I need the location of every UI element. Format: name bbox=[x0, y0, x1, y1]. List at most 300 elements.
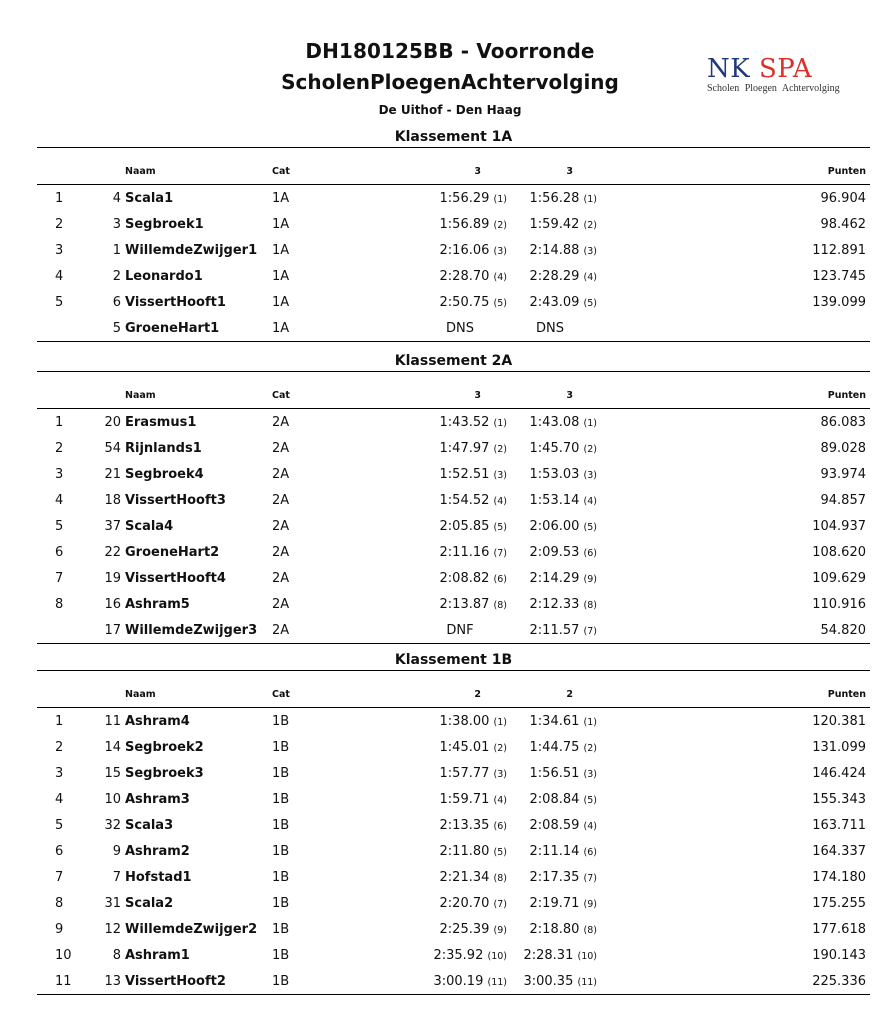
category-cell: 2A bbox=[272, 545, 290, 560]
start-number-cell: 9 bbox=[112, 844, 121, 859]
round-position: (8) bbox=[583, 925, 597, 936]
time-value: 1:56.29 bbox=[439, 191, 490, 206]
points-cell: 94.857 bbox=[820, 493, 866, 508]
rank-cell: 7 bbox=[55, 571, 64, 586]
table-row bbox=[37, 289, 870, 315]
column-header-cat: Cat bbox=[272, 689, 290, 700]
round-position: (3) bbox=[493, 470, 507, 481]
team-name-cell: Ashram1 bbox=[125, 948, 190, 963]
team-name-cell: VissertHooft3 bbox=[125, 493, 226, 508]
team-name-cell: Segbroek3 bbox=[125, 766, 204, 781]
table-row bbox=[37, 185, 870, 211]
team-name-cell: GroeneHart1 bbox=[125, 321, 220, 336]
team-name-cell: WillemdeZwijger3 bbox=[125, 623, 258, 638]
points-cell: 146.424 bbox=[812, 766, 866, 781]
points-cell: 89.028 bbox=[820, 441, 866, 456]
team-name-cell: Leonardo1 bbox=[125, 269, 203, 284]
rank-cell: 8 bbox=[55, 896, 64, 911]
time-value: 2:20.70 bbox=[439, 896, 490, 911]
time-value: DNS bbox=[536, 321, 564, 336]
column-header-punten: Punten bbox=[827, 689, 866, 700]
points-cell: 112.891 bbox=[812, 243, 866, 258]
time-value: 2:16.06 bbox=[439, 243, 490, 258]
rank-cell: 4 bbox=[55, 792, 64, 807]
time-value: 2:18.80 bbox=[529, 922, 580, 937]
results-section bbox=[37, 127, 870, 342]
round2-time-cell bbox=[477, 844, 597, 859]
round-position: (4) bbox=[583, 272, 597, 283]
category-cell: 2A bbox=[272, 415, 290, 430]
start-number-cell: 7 bbox=[112, 870, 121, 885]
time-value: 2:08.59 bbox=[529, 818, 580, 833]
rank-cell: 10 bbox=[55, 948, 72, 963]
time-value: 2:09.53 bbox=[529, 545, 580, 560]
start-number-cell: 13 bbox=[104, 974, 121, 989]
time-value: 2:11.57 bbox=[529, 623, 580, 638]
time-value: 1:43.08 bbox=[529, 415, 580, 430]
table-row bbox=[37, 513, 870, 539]
round-position: (3) bbox=[583, 769, 597, 780]
rank-cell: 6 bbox=[55, 844, 64, 859]
round1-time-cell bbox=[413, 321, 507, 336]
start-number-cell: 20 bbox=[104, 415, 121, 430]
rank-cell: 4 bbox=[55, 269, 64, 284]
category-cell: 1B bbox=[272, 948, 290, 963]
table-row bbox=[37, 760, 870, 786]
time-value: 1:34.61 bbox=[529, 714, 580, 729]
round2-time-cell bbox=[477, 269, 597, 284]
start-number-cell: 2 bbox=[112, 269, 121, 284]
start-number-cell: 31 bbox=[104, 896, 121, 911]
points-cell: 175.255 bbox=[812, 896, 866, 911]
start-number-cell: 18 bbox=[104, 493, 121, 508]
category-cell: 1A bbox=[272, 321, 290, 336]
round-position: (3) bbox=[583, 246, 597, 257]
time-value: 2:06.00 bbox=[529, 519, 580, 534]
round-position: (8) bbox=[493, 873, 507, 884]
start-number-cell: 4 bbox=[112, 191, 121, 206]
time-value: 2:50.75 bbox=[439, 295, 490, 310]
round2-time-cell bbox=[477, 441, 597, 456]
start-number-cell: 21 bbox=[104, 467, 121, 482]
category-cell: 1B bbox=[272, 740, 290, 755]
category-cell: 1B bbox=[272, 844, 290, 859]
points-cell: 86.083 bbox=[820, 415, 866, 430]
team-name-cell: Ashram5 bbox=[125, 597, 190, 612]
column-header-naam: Naam bbox=[125, 689, 156, 700]
time-value: 2:28.70 bbox=[439, 269, 490, 284]
rank-cell: 1 bbox=[55, 714, 64, 729]
table-row bbox=[37, 916, 870, 942]
table-row bbox=[37, 890, 870, 916]
column-header-row bbox=[37, 671, 870, 707]
points-cell: 225.336 bbox=[812, 974, 866, 989]
time-value: 2:14.29 bbox=[529, 571, 580, 586]
time-value: 1:56.28 bbox=[529, 191, 580, 206]
column-header-naam: Naam bbox=[125, 166, 156, 177]
round2-time-cell bbox=[477, 571, 597, 586]
round2-time-cell bbox=[477, 493, 597, 508]
round-position: (3) bbox=[583, 470, 597, 481]
start-number-cell: 32 bbox=[104, 818, 121, 833]
time-value: 2:28.31 bbox=[523, 948, 574, 963]
start-number-cell: 11 bbox=[104, 714, 121, 729]
page-subtitle: ScholenPloegenAchtervolging bbox=[281, 70, 619, 94]
time-value: 1:56.89 bbox=[439, 217, 490, 232]
rank-cell: 3 bbox=[55, 243, 64, 258]
round-position: (4) bbox=[583, 496, 597, 507]
table-row bbox=[37, 409, 870, 435]
team-name-cell: Ashram4 bbox=[125, 714, 190, 729]
table-row bbox=[37, 864, 870, 890]
section-end-divider bbox=[37, 994, 870, 995]
round-position: (4) bbox=[493, 496, 507, 507]
round2-time-cell bbox=[477, 974, 597, 989]
start-number-cell: 16 bbox=[104, 597, 121, 612]
start-number-cell: 14 bbox=[104, 740, 121, 755]
page-header bbox=[0, 0, 882, 130]
rank-cell: 8 bbox=[55, 597, 64, 612]
round2-time-cell bbox=[500, 321, 600, 336]
round2-time-cell bbox=[477, 948, 597, 963]
category-cell: 2A bbox=[272, 441, 290, 456]
rank-cell: 2 bbox=[55, 740, 64, 755]
round-position: (2) bbox=[493, 220, 507, 231]
table-row bbox=[37, 435, 870, 461]
round-position: (4) bbox=[493, 795, 507, 806]
round2-time-cell bbox=[477, 740, 597, 755]
rank-cell: 11 bbox=[55, 974, 72, 989]
start-number-cell: 5 bbox=[112, 321, 121, 336]
round-position: (5) bbox=[493, 522, 507, 533]
start-number-cell: 22 bbox=[104, 545, 121, 560]
time-value: 1:54.52 bbox=[439, 493, 490, 508]
column-header-round1: 3 bbox=[474, 166, 481, 177]
round-position: (7) bbox=[583, 873, 597, 884]
points-cell: 163.711 bbox=[812, 818, 866, 833]
rank-cell: 9 bbox=[55, 922, 64, 937]
section-end-divider bbox=[37, 643, 870, 644]
table-row bbox=[37, 565, 870, 591]
start-number-cell: 6 bbox=[112, 295, 121, 310]
start-number-cell: 17 bbox=[104, 623, 121, 638]
team-name-cell: Ashram3 bbox=[125, 792, 190, 807]
round-position: (5) bbox=[583, 522, 597, 533]
team-name-cell: VissertHooft2 bbox=[125, 974, 226, 989]
time-value: 2:35.92 bbox=[433, 948, 484, 963]
round-position: (3) bbox=[493, 769, 507, 780]
logo-nk-text: NK bbox=[707, 54, 751, 84]
section-end-divider bbox=[37, 341, 870, 342]
column-header-round2: 3 bbox=[566, 166, 573, 177]
category-cell: 1B bbox=[272, 870, 290, 885]
table-row bbox=[37, 487, 870, 513]
round2-time-cell bbox=[477, 623, 597, 638]
round-position: (10) bbox=[487, 951, 507, 962]
column-header-row bbox=[37, 372, 870, 408]
time-value: 1:59.71 bbox=[439, 792, 490, 807]
round2-time-cell bbox=[477, 217, 597, 232]
points-cell: 98.462 bbox=[820, 217, 866, 232]
column-header-naam: Naam bbox=[125, 390, 156, 401]
time-value: 2:17.35 bbox=[529, 870, 580, 885]
time-value: 2:43.09 bbox=[529, 295, 580, 310]
round-position: (1) bbox=[493, 194, 507, 205]
time-value: 1:43.52 bbox=[439, 415, 490, 430]
rank-cell: 2 bbox=[55, 217, 64, 232]
round-position: (5) bbox=[583, 795, 597, 806]
round-position: (4) bbox=[583, 821, 597, 832]
time-value: 2:08.82 bbox=[439, 571, 490, 586]
round-position: (5) bbox=[493, 847, 507, 858]
time-value: 1:57.77 bbox=[439, 766, 490, 781]
round-position: (2) bbox=[583, 743, 597, 754]
round-position: (3) bbox=[493, 246, 507, 257]
points-cell: 110.916 bbox=[812, 597, 866, 612]
points-cell: 164.337 bbox=[812, 844, 866, 859]
round2-time-cell bbox=[477, 243, 597, 258]
start-number-cell: 37 bbox=[104, 519, 121, 534]
round2-time-cell bbox=[477, 714, 597, 729]
points-cell: 174.180 bbox=[812, 870, 866, 885]
category-cell: 2A bbox=[272, 597, 290, 612]
points-cell: 109.629 bbox=[812, 571, 866, 586]
rank-cell: 7 bbox=[55, 870, 64, 885]
logo-subtitle: Scholen Ploegen Achtervolging bbox=[707, 83, 840, 94]
team-name-cell: Rijnlands1 bbox=[125, 441, 202, 456]
round2-time-cell bbox=[477, 896, 597, 911]
time-value: 1:53.14 bbox=[529, 493, 580, 508]
time-value: 2:13.35 bbox=[439, 818, 490, 833]
time-value: 2:21.34 bbox=[439, 870, 490, 885]
round-position: (4) bbox=[493, 272, 507, 283]
category-cell: 2A bbox=[272, 467, 290, 482]
rank-cell: 3 bbox=[55, 766, 64, 781]
round-position: (7) bbox=[493, 899, 507, 910]
time-value: 2:11.16 bbox=[439, 545, 490, 560]
category-cell: 2A bbox=[272, 623, 290, 638]
start-number-cell: 15 bbox=[104, 766, 121, 781]
team-name-cell: Scala3 bbox=[125, 818, 174, 833]
points-cell: 54.820 bbox=[820, 623, 866, 638]
round-position: (6) bbox=[493, 821, 507, 832]
start-number-cell: 10 bbox=[104, 792, 121, 807]
round-position: (9) bbox=[583, 899, 597, 910]
time-value: 2:08.84 bbox=[529, 792, 580, 807]
section-title: Klassement 1A bbox=[394, 129, 513, 145]
team-name-cell: GroeneHart2 bbox=[125, 545, 220, 560]
time-value: 1:45.01 bbox=[439, 740, 490, 755]
round-position: (8) bbox=[493, 600, 507, 611]
table-row bbox=[37, 786, 870, 812]
rank-cell: 5 bbox=[55, 818, 64, 833]
round-position: (10) bbox=[577, 951, 597, 962]
round-position: (8) bbox=[583, 600, 597, 611]
team-name-cell: Scala4 bbox=[125, 519, 174, 534]
team-name-cell: WillemdeZwijger2 bbox=[125, 922, 258, 937]
points-cell: 96.904 bbox=[820, 191, 866, 206]
category-cell: 1B bbox=[272, 922, 290, 937]
start-number-cell: 8 bbox=[112, 948, 121, 963]
round-position: (6) bbox=[583, 847, 597, 858]
round-position: (1) bbox=[583, 418, 597, 429]
category-cell: 2A bbox=[272, 493, 290, 508]
points-cell: 155.343 bbox=[812, 792, 866, 807]
team-name-cell: Hofstad1 bbox=[125, 870, 192, 885]
time-value: 2:13.87 bbox=[439, 597, 490, 612]
team-name-cell: Segbroek4 bbox=[125, 467, 204, 482]
time-value: 1:45.70 bbox=[529, 441, 580, 456]
round2-time-cell bbox=[477, 922, 597, 937]
round2-time-cell bbox=[477, 519, 597, 534]
start-number-cell: 54 bbox=[104, 441, 121, 456]
time-value: 2:19.71 bbox=[529, 896, 580, 911]
category-cell: 2A bbox=[272, 519, 290, 534]
logo-spa-text: SPA bbox=[758, 54, 813, 84]
logo-wordmark bbox=[707, 56, 867, 82]
points-cell: 123.745 bbox=[812, 269, 866, 284]
round-position: (6) bbox=[493, 574, 507, 585]
time-value: 1:52.51 bbox=[439, 467, 490, 482]
time-value: 2:05.85 bbox=[439, 519, 490, 534]
round-position: (11) bbox=[577, 977, 597, 988]
points-cell: 177.618 bbox=[812, 922, 866, 937]
column-header-round1: 2 bbox=[474, 689, 481, 700]
round-position: (1) bbox=[493, 717, 507, 728]
results-section bbox=[37, 351, 870, 644]
category-cell: 1A bbox=[272, 217, 290, 232]
column-header-row bbox=[37, 148, 870, 184]
round2-time-cell bbox=[477, 818, 597, 833]
time-value: 1:44.75 bbox=[529, 740, 580, 755]
rank-cell: 1 bbox=[55, 415, 64, 430]
points-cell: 93.974 bbox=[820, 467, 866, 482]
results-section bbox=[37, 650, 870, 995]
section-title: Klassement 1B bbox=[394, 652, 513, 668]
team-name-cell: VissertHooft4 bbox=[125, 571, 226, 586]
time-value: 2:11.80 bbox=[439, 844, 490, 859]
round-position: (2) bbox=[493, 743, 507, 754]
table-row bbox=[37, 734, 870, 760]
nk-spa-logo bbox=[707, 56, 867, 94]
round2-time-cell bbox=[477, 191, 597, 206]
round-position: (9) bbox=[583, 574, 597, 585]
round-position: (6) bbox=[583, 548, 597, 559]
table-row bbox=[37, 838, 870, 864]
category-cell: 1B bbox=[272, 974, 290, 989]
category-cell: 1B bbox=[272, 818, 290, 833]
round-position: (2) bbox=[583, 444, 597, 455]
column-header-punten: Punten bbox=[827, 166, 866, 177]
time-value: 1:56.51 bbox=[529, 766, 580, 781]
start-number-cell: 12 bbox=[104, 922, 121, 937]
table-row bbox=[37, 539, 870, 565]
round-position: (5) bbox=[583, 298, 597, 309]
team-name-cell: Scala1 bbox=[125, 191, 174, 206]
table-row bbox=[37, 211, 870, 237]
team-name-cell: Segbroek2 bbox=[125, 740, 204, 755]
column-header-round2: 3 bbox=[566, 390, 573, 401]
table-row bbox=[37, 942, 870, 968]
points-cell: 120.381 bbox=[812, 714, 866, 729]
points-cell: 104.937 bbox=[812, 519, 866, 534]
round-position: (2) bbox=[583, 220, 597, 231]
points-cell: 131.099 bbox=[812, 740, 866, 755]
start-number-cell: 1 bbox=[112, 243, 121, 258]
table-row bbox=[37, 591, 870, 617]
time-value: 1:38.00 bbox=[439, 714, 490, 729]
rank-cell: 1 bbox=[55, 191, 64, 206]
start-number-cell: 3 bbox=[112, 217, 121, 232]
round-position: (7) bbox=[493, 548, 507, 559]
time-value: 2:14.88 bbox=[529, 243, 580, 258]
team-name-cell: Scala2 bbox=[125, 896, 174, 911]
rank-cell: 5 bbox=[55, 519, 64, 534]
rank-cell: 6 bbox=[55, 545, 64, 560]
team-name-cell: VissertHooft1 bbox=[125, 295, 226, 310]
time-value: 2:11.14 bbox=[529, 844, 580, 859]
time-value: DNS bbox=[446, 321, 474, 336]
category-cell: 1B bbox=[272, 792, 290, 807]
event-location: De Uithof - Den Haag bbox=[378, 103, 522, 117]
team-name-cell: Erasmus1 bbox=[125, 415, 197, 430]
table-row bbox=[37, 461, 870, 487]
points-cell: 190.143 bbox=[812, 948, 866, 963]
time-value: DNF bbox=[446, 623, 474, 638]
points-cell: 108.620 bbox=[812, 545, 866, 560]
table-row bbox=[37, 968, 870, 994]
table-row bbox=[37, 315, 870, 341]
rank-cell: 4 bbox=[55, 493, 64, 508]
category-cell: 1A bbox=[272, 295, 290, 310]
time-value: 1:47.97 bbox=[439, 441, 490, 456]
column-header-cat: Cat bbox=[272, 166, 290, 177]
start-number-cell: 19 bbox=[104, 571, 121, 586]
round-position: (5) bbox=[493, 298, 507, 309]
time-value: 2:28.29 bbox=[529, 269, 580, 284]
rank-cell: 2 bbox=[55, 441, 64, 456]
column-header-cat: Cat bbox=[272, 390, 290, 401]
time-value: 3:00.35 bbox=[523, 974, 574, 989]
time-value: 3:00.19 bbox=[433, 974, 484, 989]
table-row bbox=[37, 812, 870, 838]
round-position: (1) bbox=[583, 717, 597, 728]
column-header-round2: 2 bbox=[566, 689, 573, 700]
rank-cell: 5 bbox=[55, 295, 64, 310]
round2-time-cell bbox=[477, 870, 597, 885]
category-cell: 2A bbox=[272, 571, 290, 586]
column-header-round1: 3 bbox=[474, 390, 481, 401]
round-position: (1) bbox=[493, 418, 507, 429]
table-row bbox=[37, 237, 870, 263]
time-value: 2:25.39 bbox=[439, 922, 490, 937]
table-row bbox=[37, 617, 870, 643]
round2-time-cell bbox=[477, 415, 597, 430]
round2-time-cell bbox=[477, 597, 597, 612]
section-title: Klassement 2A bbox=[394, 353, 513, 369]
rank-cell: 3 bbox=[55, 467, 64, 482]
category-cell: 1A bbox=[272, 269, 290, 284]
category-cell: 1B bbox=[272, 766, 290, 781]
category-cell: 1A bbox=[272, 243, 290, 258]
category-cell: 1A bbox=[272, 191, 290, 206]
round-position: (11) bbox=[487, 977, 507, 988]
page-title: DH180125BB - Voorronde bbox=[305, 39, 595, 63]
round-position: (2) bbox=[493, 444, 507, 455]
round-position: (9) bbox=[493, 925, 507, 936]
team-name-cell: Ashram2 bbox=[125, 844, 190, 859]
round2-time-cell bbox=[477, 545, 597, 560]
